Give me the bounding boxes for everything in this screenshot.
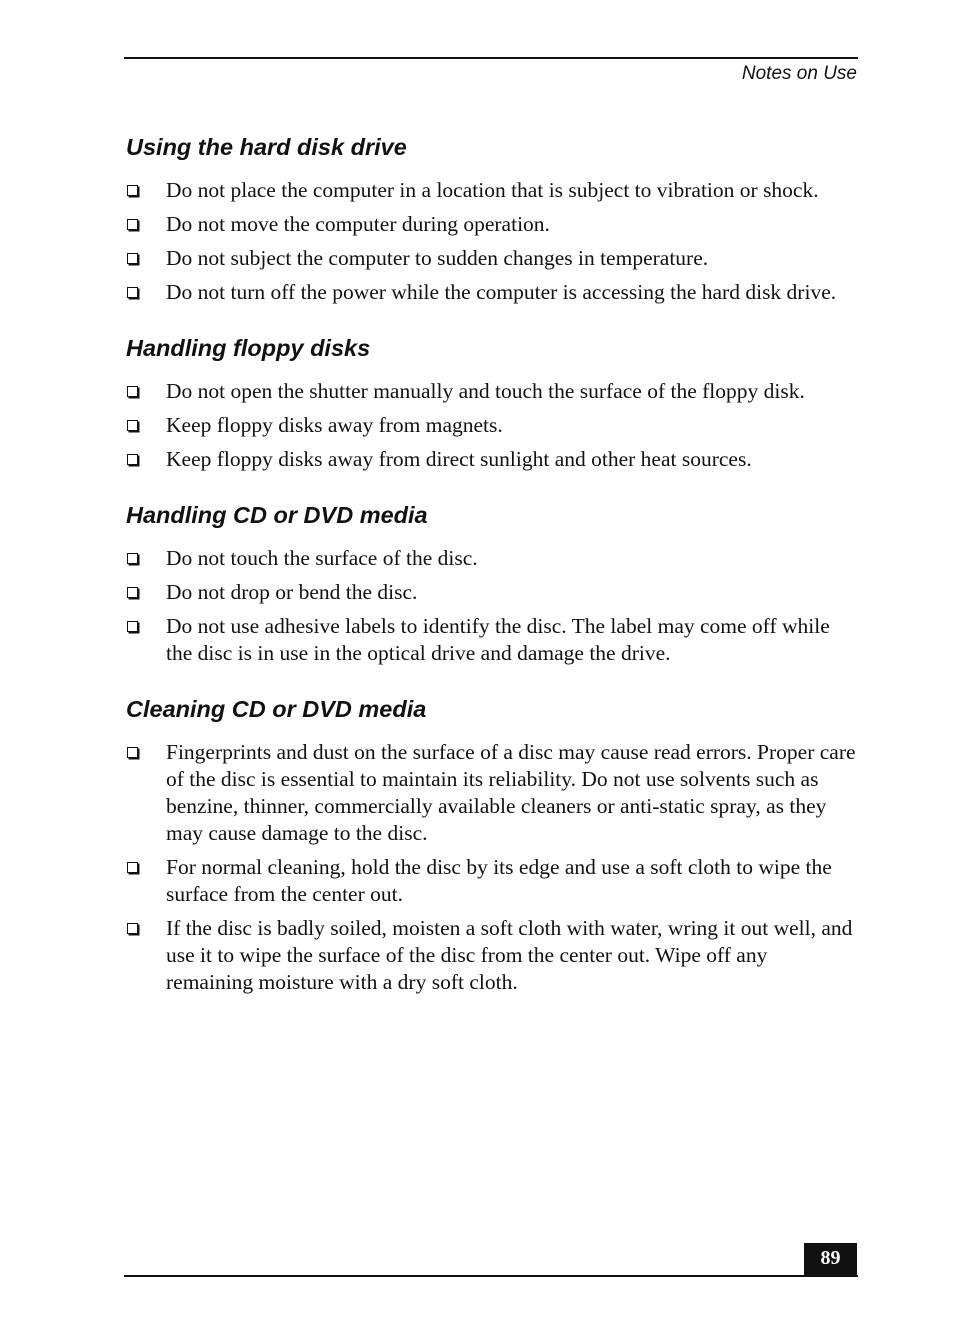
section-cd-dvd-cleaning xyxy=(126,693,858,996)
list-item xyxy=(126,279,858,306)
section-floppy-disks xyxy=(126,332,858,473)
list-item-text: Fingerprints and dust on the surface of a disc may cause read errors. Proper care of the disc is essential to maintain its reliability. Do not use solvents such as benzine, thinner, commercially available cleaners or anti-static spray, as they may cause damage to the disc. xyxy=(166,740,856,845)
list-item xyxy=(126,211,858,238)
list-item xyxy=(126,378,858,405)
list-item-text: Do not move the computer during operation. xyxy=(166,212,550,236)
bullet-list xyxy=(126,739,858,996)
checkbox-bullet-icon xyxy=(127,287,138,298)
section-hard-disk-drive xyxy=(126,131,858,306)
section-heading: Cleaning CD or DVD media xyxy=(126,696,427,722)
list-item-text: Do not subject the computer to sudden changes in temperature. xyxy=(166,246,709,270)
checkbox-bullet-icon xyxy=(127,747,138,758)
list-item-text: Keep floppy disks away from magnets. xyxy=(166,413,503,437)
section-cd-dvd-handling xyxy=(126,499,858,667)
list-item-text: Do not use adhesive labels to identify the disc. The label may come off while the disc is in use in the optical drive and damage the drive. xyxy=(166,614,830,665)
list-item xyxy=(126,412,858,439)
bullet-list xyxy=(126,545,858,667)
list-item-text: For normal cleaning, hold the disc by its edge and use a soft cloth to wipe the surface from the center out. xyxy=(166,855,832,906)
list-item xyxy=(126,613,858,667)
list-item-text: Do not place the computer in a location that is subject to vibration or shock. xyxy=(166,178,819,202)
footer-rule xyxy=(124,1275,858,1277)
running-header: Notes on Use xyxy=(741,63,857,84)
section-heading: Using the hard disk drive xyxy=(126,134,407,160)
checkbox-bullet-icon xyxy=(127,862,138,873)
bullet-list xyxy=(126,177,858,306)
checkbox-bullet-icon xyxy=(127,185,138,196)
checkbox-bullet-icon xyxy=(127,923,138,934)
checkbox-bullet-icon xyxy=(127,420,138,431)
checkbox-bullet-icon xyxy=(127,553,138,564)
list-item-text: Keep floppy disks away from direct sunlight and other heat sources. xyxy=(166,447,752,471)
checkbox-bullet-icon xyxy=(127,219,138,230)
list-item xyxy=(126,579,858,606)
header-rule xyxy=(124,57,858,59)
list-item-text: Do not open the shutter manually and touch the surface of the floppy disk. xyxy=(166,379,805,403)
checkbox-bullet-icon xyxy=(127,253,138,264)
list-item xyxy=(126,915,858,996)
bullet-list xyxy=(126,378,858,473)
checkbox-bullet-icon xyxy=(127,621,138,632)
checkbox-bullet-icon xyxy=(127,454,138,465)
page-number: 89 xyxy=(804,1243,857,1276)
list-item-text: Do not touch the surface of the disc. xyxy=(166,546,478,570)
list-item xyxy=(126,446,858,473)
list-item xyxy=(126,854,858,908)
section-heading: Handling floppy disks xyxy=(126,335,371,361)
list-item xyxy=(126,177,858,204)
list-item-text: Do not turn off the power while the computer is accessing the hard disk drive. xyxy=(166,280,837,304)
list-item-text: Do not drop or bend the disc. xyxy=(166,580,418,604)
checkbox-bullet-icon xyxy=(127,386,138,397)
list-item xyxy=(126,739,858,847)
list-item xyxy=(126,545,858,572)
page-content xyxy=(126,131,858,1022)
checkbox-bullet-icon xyxy=(127,587,138,598)
section-heading: Handling CD or DVD media xyxy=(126,502,428,528)
list-item xyxy=(126,245,858,272)
list-item-text: If the disc is badly soiled, moisten a soft cloth with water, wring it out well, and use it to wipe the surface of the disc from the center out. Wipe off any remaining moisture with a dry soft cloth. xyxy=(166,916,853,994)
